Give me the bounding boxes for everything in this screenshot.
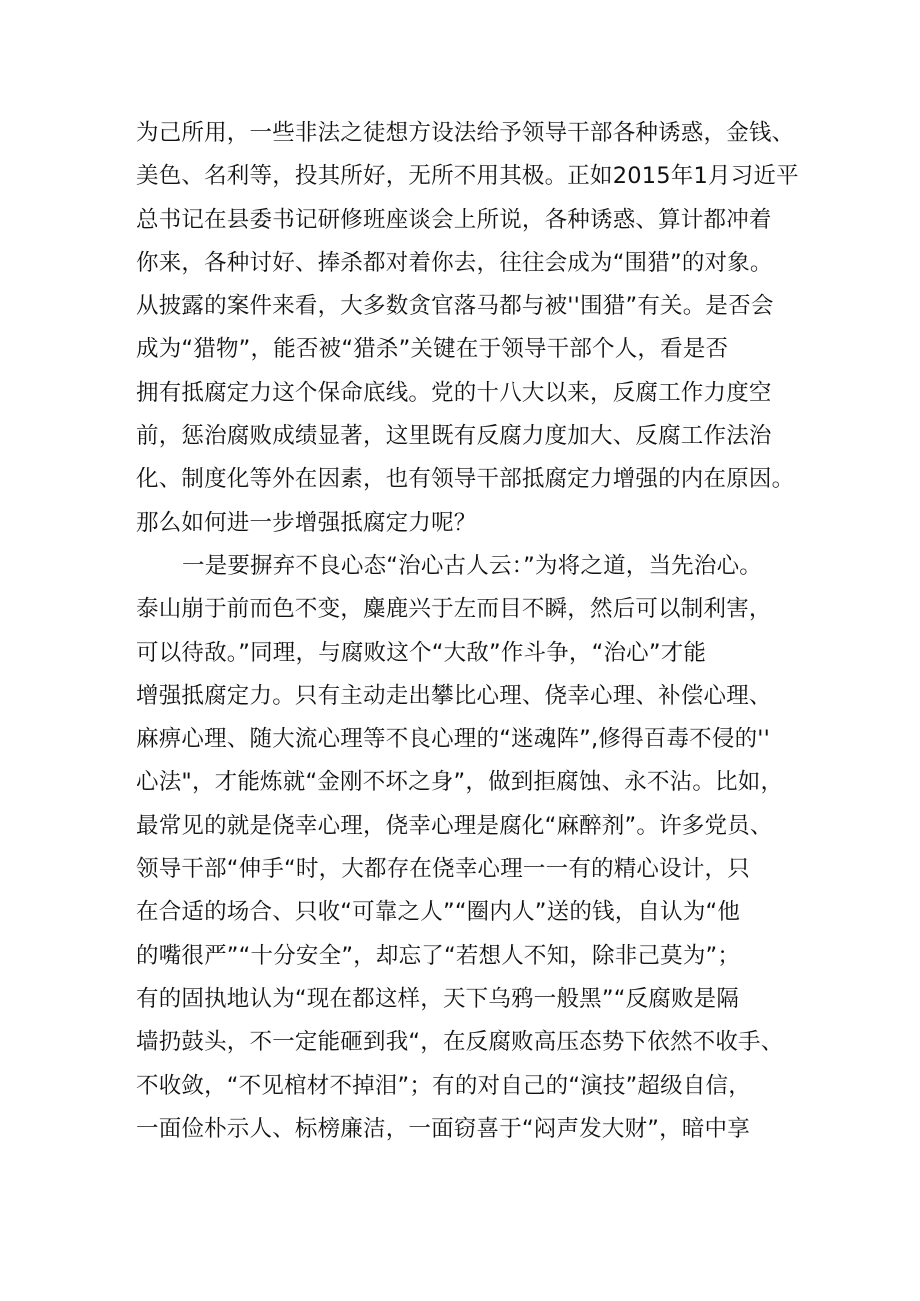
text-line: 麻痹心理、随大流心理等不良心理的“迷魂阵”,修得百毒不侵的'' xyxy=(136,726,771,753)
text-line: 心法"，才能炼就“金刚不坏之身”，做到拒腐蚀、永不沾。比如， xyxy=(136,769,784,796)
text-line: 美色、名利等，投其所好，无所不用其极。正如2015年1月习近平 xyxy=(136,163,799,190)
text-line: 一面俭朴示人、标榜廉洁，一面窃喜于“闷声发大财”，暗中享 xyxy=(136,1115,750,1142)
text-line: 你来，各种讨好、捧杀都对着你去，往往会成为“围猎”的对象。 xyxy=(136,249,773,276)
text-line: 领导干部“伸手“时，大都存在侥幸心理一一有的精心设计，只 xyxy=(136,856,750,883)
text-line: 泰山崩于前而色不变，麋鹿兴于左而目不瞬，然后可以制利害， xyxy=(136,596,772,623)
text-line: 有的固执地认为“现在都这样，天下乌鸦一般黑”“反腐败是隔 xyxy=(136,985,740,1012)
text-line: 成为“猎物”，能否被“猎杀”关键在于领导干部个人，看是否 xyxy=(136,336,729,363)
text-line: 前，惩治腐败成绩显著，这里既有反腐力度加大、反腐工作法治 xyxy=(136,423,772,450)
text-line: 从披露的案件来看，大多数贪官落马都与被''围猎”有关。是否会 xyxy=(136,293,774,320)
text-line: 墙扔鼓头，不一定能砸到我“，在反腐败高压态势下依然不收手、 xyxy=(136,1029,784,1056)
text-line: 那么如何进一步增强抵腐定力呢？ xyxy=(136,509,477,536)
text-line: 化、制度化等外在因素，也有领导干部抵腐定力增强的内在原因。 xyxy=(136,466,795,493)
text-line: 的嘴很严”“十分安全”，却忘了“若想人不知，除非己莫为”； xyxy=(136,942,741,969)
text-line: 不收敛，“不见棺材不掉泪”；有的对自己的“演技”超级自信， xyxy=(136,1072,751,1099)
body-text xyxy=(136,112,808,1151)
paragraph-start-line: 一是要摒弃不良心态“治心古人云：”为将之道，当先治心。 xyxy=(182,552,762,579)
text-line: 总书记在县委书记研修班座谈会上所说，各种诱惑、算计都冲着 xyxy=(136,206,772,233)
text-line: 拥有抵腐定力这个保命底线。党的十八大以来，反腐工作力度空 xyxy=(136,379,772,406)
text-line: 增强抵腐定力。只有主动走出攀比心理、侥幸心理、补偿心理、 xyxy=(136,682,772,709)
text-line: 可以待敌。”同理，与腐败这个“大敌”作斗争，“治心”才能 xyxy=(136,639,707,666)
text-line: 在合适的场合、只收“可靠之人”“圈内人”送的钱，自认为“他 xyxy=(136,899,741,926)
text-line: 最常见的就是侥幸心理，侥幸心理是腐化“麻醉剂”。许多党员、 xyxy=(136,812,773,839)
text-line: 为己所用，一些非法之徒想方设法给予领导干部各种诱惑，金钱、 xyxy=(136,120,795,146)
